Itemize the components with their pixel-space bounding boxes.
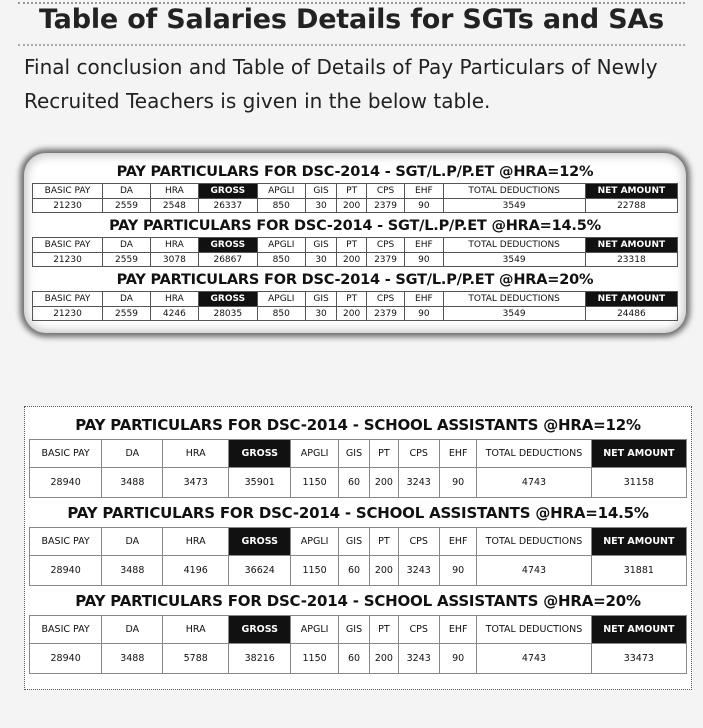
value-cell: 2559 (103, 253, 151, 267)
column-header: BASIC PAY (30, 440, 102, 468)
value-cell: 30 (305, 199, 337, 213)
value-cell: 1150 (291, 644, 338, 674)
value-cell: 2379 (366, 199, 404, 213)
column-header: DA (103, 292, 151, 307)
value-cell: 200 (337, 307, 366, 321)
column-header-row (33, 292, 678, 307)
column-header: TOTAL DEDUCTIONS (443, 292, 585, 307)
value-row (30, 556, 687, 586)
column-header: CPS (398, 616, 439, 644)
value-cell: 3549 (443, 307, 585, 321)
column-header: PT (337, 292, 366, 307)
value-cell: 1150 (291, 468, 338, 498)
value-cell: 22788 (585, 199, 677, 213)
column-header: NET AMOUNT (591, 616, 686, 644)
value-cell: 200 (370, 468, 398, 498)
column-header: NET AMOUNT (585, 292, 677, 307)
pay-table-heading: PAY PARTICULARS FOR DSC-2014 - SCHOOL ASSISTANTS @HRA=14.5% (67, 504, 649, 522)
value-cell: 3488 (102, 644, 163, 674)
column-header: DA (102, 440, 163, 468)
column-header: GIS (305, 238, 337, 253)
column-header-row (33, 184, 678, 199)
value-cell: 60 (338, 556, 370, 586)
pay-table (29, 615, 687, 674)
value-cell: 90 (405, 307, 443, 321)
value-cell: 90 (405, 253, 443, 267)
sgt-tables (32, 159, 678, 321)
value-cell: 2559 (103, 307, 151, 321)
value-cell: 3488 (102, 468, 163, 498)
value-cell: 24486 (585, 307, 677, 321)
pay-table-section (32, 159, 678, 213)
column-header: GROSS (198, 292, 257, 307)
column-header: CPS (366, 238, 404, 253)
column-header: PT (337, 184, 366, 199)
value-row (30, 644, 687, 674)
value-cell: 200 (370, 556, 398, 586)
sa-pay-table-panel (24, 406, 692, 690)
column-header: TOTAL DEDUCTIONS (477, 440, 591, 468)
column-header: EHF (405, 292, 443, 307)
value-cell: 21230 (33, 307, 103, 321)
pay-table (32, 237, 678, 267)
column-header: CPS (366, 184, 404, 199)
column-header: NET AMOUNT (591, 440, 686, 468)
pay-table-heading: PAY PARTICULARS FOR DSC-2014 - SGT/L.P/P.ET @HRA=12% (116, 164, 594, 180)
value-cell: 35901 (229, 468, 291, 498)
pay-table-heading: PAY PARTICULARS FOR DSC-2014 - SGT/L.P/P.ET @HRA=14.5% (109, 218, 601, 234)
column-header: GROSS (229, 528, 291, 556)
column-header: PT (370, 616, 398, 644)
value-cell: 850 (257, 307, 305, 321)
value-cell: 4743 (477, 468, 591, 498)
column-header: BASIC PAY (30, 528, 102, 556)
value-cell: 4743 (477, 556, 591, 586)
pay-table-heading: PAY PARTICULARS FOR DSC-2014 - SGT/L.P/P.ET @HRA=20% (116, 272, 594, 288)
column-header: GIS (305, 292, 337, 307)
pay-table (29, 439, 687, 498)
column-header: PT (370, 528, 398, 556)
column-header: GROSS (229, 616, 291, 644)
column-header: TOTAL DEDUCTIONS (477, 528, 591, 556)
column-header-row (33, 238, 678, 253)
column-header: EHF (405, 238, 443, 253)
value-cell: 3243 (398, 644, 439, 674)
column-header: APGLI (257, 184, 305, 199)
column-header: APGLI (291, 440, 338, 468)
column-header: GROSS (198, 184, 257, 199)
column-header: TOTAL DEDUCTIONS (477, 616, 591, 644)
pay-table (32, 183, 678, 213)
value-cell: 4246 (150, 307, 198, 321)
value-cell: 31158 (591, 468, 686, 498)
column-header: EHF (405, 184, 443, 199)
value-cell: 23318 (585, 253, 677, 267)
value-cell: 31881 (591, 556, 686, 586)
value-cell: 90 (439, 556, 476, 586)
column-header: GIS (338, 616, 370, 644)
column-header: TOTAL DEDUCTIONS (443, 184, 585, 199)
value-cell: 30 (305, 253, 337, 267)
value-cell: 26337 (198, 199, 257, 213)
column-header: GROSS (229, 440, 291, 468)
column-header: GIS (338, 528, 370, 556)
column-header: HRA (150, 238, 198, 253)
column-header-row (30, 440, 687, 468)
value-cell: 28035 (198, 307, 257, 321)
column-header: APGLI (291, 616, 338, 644)
column-header: EHF (439, 616, 476, 644)
column-header: BASIC PAY (30, 616, 102, 644)
column-header: BASIC PAY (33, 184, 103, 199)
column-header: PT (370, 440, 398, 468)
value-cell: 200 (337, 253, 366, 267)
value-cell: 21230 (33, 199, 103, 213)
column-header: GIS (305, 184, 337, 199)
column-header: EHF (439, 440, 476, 468)
column-header: DA (103, 184, 151, 199)
column-header: CPS (398, 528, 439, 556)
pay-table-section (29, 498, 687, 586)
sa-tables (29, 410, 687, 674)
column-header: HRA (150, 184, 198, 199)
value-cell: 30 (305, 307, 337, 321)
value-cell: 3078 (150, 253, 198, 267)
title-dotted-rule (18, 44, 685, 46)
column-header: DA (102, 528, 163, 556)
value-cell: 2559 (103, 199, 151, 213)
column-header: APGLI (257, 238, 305, 253)
value-cell: 2379 (366, 253, 404, 267)
value-cell: 3473 (163, 468, 229, 498)
pay-table-section (32, 267, 678, 321)
column-header-row (30, 528, 687, 556)
pay-table (32, 291, 678, 321)
value-cell: 4743 (477, 644, 591, 674)
value-cell: 36624 (229, 556, 291, 586)
column-header: APGLI (257, 292, 305, 307)
value-cell: 5788 (163, 644, 229, 674)
value-row (33, 307, 678, 321)
sgt-pay-table-card (24, 153, 686, 333)
value-cell: 38216 (229, 644, 291, 674)
column-header: PT (337, 238, 366, 253)
intro-paragraph: Final conclusion and Table of Details of Pay Particulars of Newly Recruited Teachers is given in the below table. (24, 55, 658, 113)
column-header: HRA (163, 440, 229, 468)
pay-table (29, 527, 687, 586)
value-cell: 2548 (150, 199, 198, 213)
column-header: GIS (338, 440, 370, 468)
column-header-row (30, 616, 687, 644)
column-header: NET AMOUNT (585, 184, 677, 199)
value-cell: 3549 (443, 253, 585, 267)
value-cell: 3243 (398, 468, 439, 498)
column-header: GROSS (198, 238, 257, 253)
column-header: NET AMOUNT (591, 528, 686, 556)
pay-table-section (29, 410, 687, 498)
column-header: DA (102, 616, 163, 644)
page-title: Table of Salaries Details for SGTs and SAs (38, 4, 665, 35)
value-cell: 3243 (398, 556, 439, 586)
value-cell: 1150 (291, 556, 338, 586)
column-header: NET AMOUNT (585, 238, 677, 253)
pay-table-section (29, 586, 687, 674)
column-header: APGLI (291, 528, 338, 556)
value-cell: 2379 (366, 307, 404, 321)
value-cell: 850 (257, 253, 305, 267)
column-header: HRA (150, 292, 198, 307)
pay-table-section (32, 213, 678, 267)
column-header: TOTAL DEDUCTIONS (443, 238, 585, 253)
value-row (30, 468, 687, 498)
value-row (33, 253, 678, 267)
value-cell: 28940 (30, 468, 102, 498)
column-header: EHF (439, 528, 476, 556)
column-header: HRA (163, 528, 229, 556)
column-header: HRA (163, 616, 229, 644)
value-cell: 3549 (443, 199, 585, 213)
value-cell: 4196 (163, 556, 229, 586)
value-cell: 850 (257, 199, 305, 213)
pay-table-heading: PAY PARTICULARS FOR DSC-2014 - SCHOOL ASSISTANTS @HRA=20% (75, 592, 641, 610)
column-header: CPS (366, 292, 404, 307)
value-row (33, 199, 678, 213)
value-cell: 26867 (198, 253, 257, 267)
value-cell: 90 (439, 644, 476, 674)
value-cell: 28940 (30, 556, 102, 586)
value-cell: 3488 (102, 556, 163, 586)
value-cell: 60 (338, 644, 370, 674)
value-cell: 28940 (30, 644, 102, 674)
column-header: BASIC PAY (33, 292, 103, 307)
column-header: BASIC PAY (33, 238, 103, 253)
value-cell: 90 (439, 468, 476, 498)
value-cell: 21230 (33, 253, 103, 267)
value-cell: 60 (338, 468, 370, 498)
column-header: DA (103, 238, 151, 253)
value-cell: 90 (405, 199, 443, 213)
value-cell: 200 (337, 199, 366, 213)
value-cell: 33473 (591, 644, 686, 674)
value-cell: 200 (370, 644, 398, 674)
column-header: CPS (398, 440, 439, 468)
pay-table-heading: PAY PARTICULARS FOR DSC-2014 - SCHOOL ASSISTANTS @HRA=12% (75, 416, 641, 434)
